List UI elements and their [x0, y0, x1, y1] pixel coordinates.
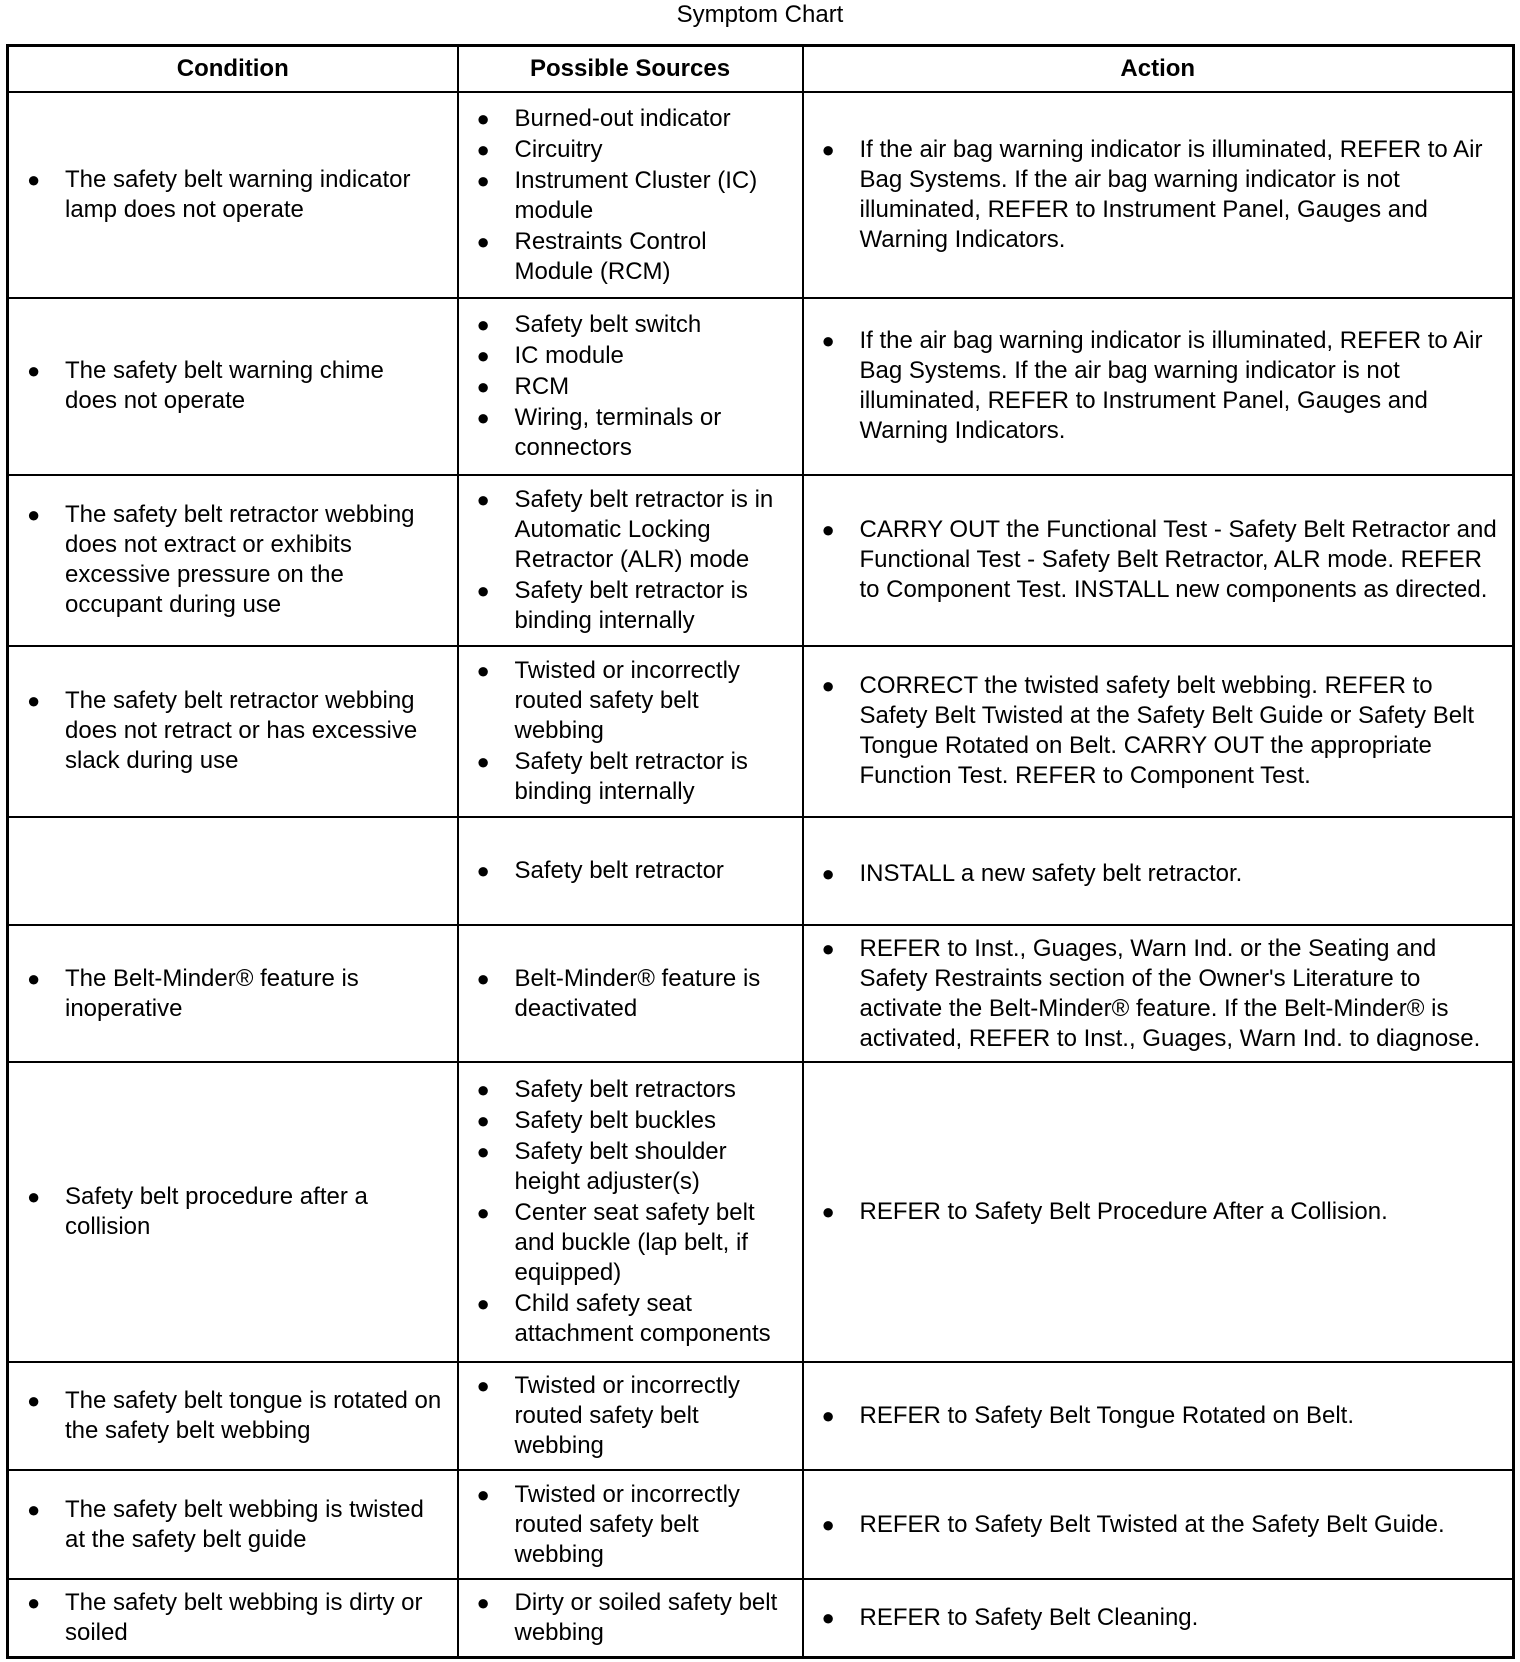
- source-item: [477, 104, 790, 134]
- bullet-icon: ●: [27, 1496, 41, 1522]
- bullet-icon: ●: [476, 1373, 490, 1399]
- condition-item-text: The safety belt warning indicator lamp does not operate: [65, 166, 411, 224]
- condition-cell: [8, 1470, 458, 1578]
- condition-cell: [8, 1362, 458, 1470]
- table-body: [8, 92, 1514, 1658]
- source-item: [477, 576, 790, 636]
- bullet-icon: ●: [27, 688, 41, 714]
- bullet-icon: ●: [476, 748, 490, 774]
- bullet-icon: ●: [821, 1403, 835, 1429]
- source-item-text: Circuitry: [514, 135, 603, 163]
- bullet-icon: ●: [476, 404, 490, 430]
- condition-item: [27, 1182, 443, 1242]
- condition-item-text: The safety belt webbing is twisted at the safety belt guide: [65, 1495, 424, 1553]
- bullet-icon: ●: [821, 328, 835, 354]
- action-item-text: REFER to Safety Belt Twisted at the Safety Belt Guide.: [859, 1510, 1445, 1538]
- bullet-icon: ●: [476, 105, 490, 131]
- bullet-icon: ●: [476, 577, 490, 603]
- action-item-text: If the air bag warning indicator is illuminated, REFER to Air Bag Systems. If the air bag warning indicator is not illuminated, REFER to Instrument Panel, Gauges and Warning Indicators.: [859, 327, 1483, 445]
- source-item-text: Burned-out indicator: [514, 104, 731, 132]
- sources-cell: [458, 475, 803, 646]
- bullet-icon: ●: [476, 486, 490, 512]
- action-item-text: REFER to Safety Belt Cleaning.: [859, 1603, 1199, 1631]
- source-item: [477, 135, 790, 165]
- bullet-icon: ●: [821, 861, 835, 886]
- bullet-icon: ●: [27, 358, 41, 384]
- bullet-icon: ●: [821, 1511, 835, 1537]
- action-item: [822, 515, 1505, 605]
- source-item-text: Safety belt retractor: [514, 857, 724, 884]
- condition-item-text: Safety belt procedure after a collision: [65, 1183, 368, 1241]
- bullet-icon: ●: [476, 965, 490, 991]
- source-item: [477, 166, 790, 226]
- sources-cell: [458, 1579, 803, 1658]
- source-item: [477, 310, 790, 340]
- bullet-icon: ●: [476, 1108, 490, 1134]
- bullet-icon: ●: [476, 311, 490, 337]
- action-cell: [803, 1062, 1514, 1362]
- table-row: [8, 1579, 1514, 1658]
- action-cell: [803, 817, 1514, 925]
- source-item-text: Safety belt retractor is binding internally: [514, 747, 748, 805]
- condition-item-text: The safety belt webbing is dirty or soiled: [65, 1588, 423, 1646]
- action-item: [822, 859, 1505, 889]
- condition-item-text: The safety belt warning chime does not operate: [65, 357, 384, 415]
- source-item: [477, 1588, 790, 1648]
- action-item-text: REFER to Inst., Guages, Warn Ind. or the Seating and Safety Restraints section of the Owner's Literature to activate the Belt-Minder® feature. If the Belt-Minder® is activated, REFER to Inst., Guages, Warn Ind. to diagnose.: [859, 934, 1481, 1052]
- condition-item-text: The safety belt retractor webbing does not retract or has excessive slack during use: [65, 687, 418, 775]
- header-possible-sources: Possible Sources: [458, 46, 803, 93]
- bullet-icon: ●: [476, 1589, 490, 1615]
- header-action: Action: [803, 46, 1514, 93]
- action-item: [822, 135, 1505, 255]
- source-item: [477, 1289, 790, 1349]
- source-item-text: Safety belt retractor is binding internally: [514, 576, 748, 634]
- condition-cell: [8, 646, 458, 817]
- source-item-text: Restraints Control Module (RCM): [514, 227, 707, 285]
- condition-item: [27, 165, 443, 225]
- condition-cell: [8, 92, 458, 298]
- source-item-text: Wiring, terminals or connectors: [514, 403, 722, 461]
- bullet-icon: ●: [476, 373, 490, 399]
- source-item-text: Safety belt buckles: [514, 1107, 716, 1135]
- condition-item: [27, 686, 443, 776]
- bullet-icon: ●: [821, 935, 835, 961]
- bullet-icon: ●: [476, 858, 490, 883]
- bullet-icon: ●: [821, 1199, 835, 1225]
- action-item-text: CORRECT the twisted safety belt webbing. REFER to Safety Belt Twisted at the Safety Belt Guide or Safety Belt Tongue Rotated on Belt. CARRY OUT the appropriate Function Test. REFER to Component Test.: [859, 672, 1475, 790]
- table-row: [8, 475, 1514, 646]
- condition-cell: [8, 475, 458, 646]
- action-item-text: REFER to Safety Belt Tongue Rotated on Belt.: [859, 1402, 1355, 1430]
- bullet-icon: ●: [476, 228, 490, 254]
- source-item-text: Safety belt shoulder height adjuster(s): [514, 1138, 727, 1196]
- table-row: [8, 1362, 1514, 1470]
- source-item: [477, 964, 790, 1024]
- sources-cell: [458, 925, 803, 1062]
- table-row: [8, 925, 1514, 1062]
- bullet-icon: ●: [476, 1200, 490, 1226]
- source-item: [477, 485, 790, 575]
- condition-item-text: The safety belt tongue is rotated on the safety belt webbing: [65, 1387, 442, 1445]
- bullet-icon: ●: [476, 167, 490, 193]
- table-row: [8, 817, 1514, 925]
- bullet-icon: ●: [821, 673, 835, 699]
- source-item: [477, 1075, 790, 1105]
- action-cell: [803, 646, 1514, 817]
- table-row: [8, 298, 1514, 474]
- sources-cell: [458, 92, 803, 298]
- bullet-icon: ●: [27, 167, 41, 193]
- sources-cell: [458, 1470, 803, 1578]
- bullet-icon: ●: [27, 502, 41, 528]
- action-cell: [803, 298, 1514, 474]
- source-item: [477, 341, 790, 371]
- bullet-icon: ●: [821, 137, 835, 163]
- bullet-icon: ●: [27, 1589, 41, 1615]
- table-row: [8, 646, 1514, 817]
- source-item-text: Child safety seat attachment components: [514, 1290, 771, 1348]
- condition-item: [27, 1588, 443, 1648]
- bullet-icon: ●: [476, 1481, 490, 1507]
- bullet-icon: ●: [27, 1388, 41, 1414]
- action-item-text: REFER to Safety Belt Procedure After a Collision.: [859, 1198, 1388, 1226]
- source-item-text: Twisted or incorrectly routed safety belt webbing: [514, 656, 740, 744]
- sources-cell: [458, 817, 803, 925]
- source-item: [477, 656, 790, 746]
- source-item-text: IC module: [514, 341, 624, 369]
- action-cell: [803, 925, 1514, 1062]
- condition-cell: [8, 1579, 458, 1658]
- bullet-icon: ●: [476, 1077, 490, 1103]
- source-item-text: Twisted or incorrectly routed safety belt webbing: [514, 1372, 740, 1460]
- table-row: [8, 1062, 1514, 1362]
- source-item-text: Belt-Minder® feature is deactivated: [514, 964, 761, 1022]
- condition-item: [27, 500, 443, 620]
- source-item: [477, 227, 790, 287]
- condition-item: [27, 964, 443, 1024]
- source-item-text: Dirty or soiled safety belt webbing: [514, 1588, 778, 1646]
- condition-item-text: The safety belt retractor webbing does not extract or exhibits excessive pressure on the occupant during use: [65, 501, 415, 619]
- table-row: [8, 1470, 1514, 1578]
- condition-cell: [8, 1062, 458, 1362]
- action-cell: [803, 92, 1514, 298]
- bullet-icon: ●: [476, 1139, 490, 1165]
- source-item: [477, 747, 790, 807]
- source-item: [477, 1137, 790, 1197]
- sources-cell: [458, 1362, 803, 1470]
- source-item: [477, 1480, 790, 1570]
- bullet-icon: ●: [476, 657, 490, 683]
- source-item: [477, 1371, 790, 1461]
- source-item: [477, 1198, 790, 1288]
- source-item-text: Instrument Cluster (IC) module: [514, 166, 758, 224]
- symptom-table: [6, 44, 1515, 1659]
- source-item-text: Safety belt retractor is in Automatic Locking Retractor (ALR) mode: [514, 485, 774, 573]
- bullet-icon: ●: [476, 1291, 490, 1317]
- action-item: [822, 326, 1505, 446]
- table-row: [8, 92, 1514, 298]
- action-item: [822, 1510, 1505, 1540]
- action-cell: [803, 1362, 1514, 1470]
- action-cell: [803, 1579, 1514, 1658]
- condition-cell: [8, 817, 458, 925]
- condition-item: [27, 1386, 443, 1446]
- source-item: [477, 1106, 790, 1136]
- sources-cell: [458, 646, 803, 817]
- header-condition: Condition: [8, 46, 458, 93]
- action-item: [822, 671, 1505, 791]
- bullet-icon: ●: [821, 1604, 835, 1630]
- bullet-icon: ●: [476, 136, 490, 162]
- action-item-text: INSTALL a new safety belt retractor.: [859, 860, 1243, 887]
- condition-cell: [8, 298, 458, 474]
- action-cell: [803, 475, 1514, 646]
- source-item-text: Safety belt retractors: [514, 1076, 736, 1104]
- source-item: [477, 856, 790, 886]
- source-item-text: Center seat safety belt and buckle (lap belt, if equipped): [514, 1199, 755, 1287]
- condition-item: [27, 356, 443, 416]
- bullet-icon: ●: [476, 342, 490, 368]
- bullet-icon: ●: [27, 1184, 41, 1210]
- bullet-icon: ●: [821, 517, 835, 543]
- chart-title: Symptom Chart: [676, 1, 844, 28]
- source-item-text: Safety belt switch: [514, 310, 702, 338]
- source-item: [477, 403, 790, 463]
- source-item-text: Twisted or incorrectly routed safety belt webbing: [514, 1480, 740, 1568]
- condition-cell: [8, 925, 458, 1062]
- source-item: [477, 372, 790, 402]
- bullet-icon: ●: [27, 965, 41, 991]
- action-item-text: If the air bag warning indicator is illuminated, REFER to Air Bag Systems. If the air bag warning indicator is not illuminated, REFER to Instrument Panel, Gauges and Warning Indicators.: [859, 136, 1483, 254]
- sources-cell: [458, 298, 803, 474]
- condition-item-text: The Belt-Minder® feature is inoperative: [65, 964, 359, 1022]
- action-item: [822, 1603, 1505, 1633]
- action-cell: [803, 1470, 1514, 1578]
- condition-item: [27, 1495, 443, 1555]
- action-item: [822, 934, 1505, 1054]
- header-row: [8, 46, 1514, 93]
- action-item: [822, 1401, 1505, 1431]
- source-item-text: RCM: [514, 372, 570, 400]
- action-item: [822, 1197, 1505, 1227]
- action-item-text: CARRY OUT the Functional Test - Safety Belt Retractor and Functional Test - Safety Belt Retractor, ALR mode. REFER to Component Test. INSTALL new components as directed.: [859, 516, 1497, 604]
- sources-cell: [458, 1062, 803, 1362]
